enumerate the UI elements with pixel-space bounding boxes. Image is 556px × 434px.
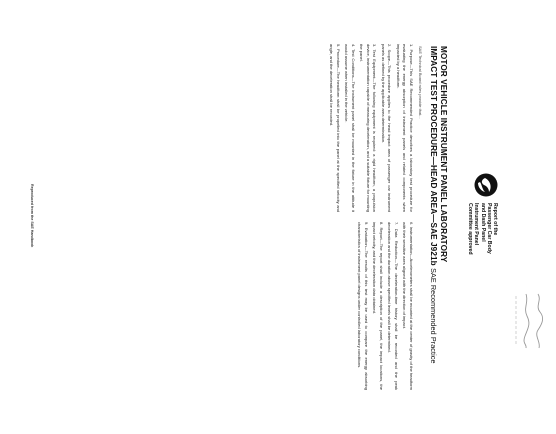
title-line-1: MOTOR VEHICLE INSTRUMENT PANEL LABORATORY <box>439 46 448 263</box>
body-column-right <box>354 222 414 390</box>
paragraph: 4. Test Conditions—The instrument panel shall be mounted in the fixture in the attitude it would assume when installed in the vehicle. <box>344 44 356 212</box>
org-line: and Dash Panel <box>479 203 486 242</box>
paragraph: 2. Scope—This procedure applies to the head impact area of passenger car instrument panels as defined by the applicable area determination. <box>380 44 393 212</box>
sae-logo-icon <box>474 173 498 197</box>
org-line: Instrument Panel <box>473 203 480 246</box>
paragraph: 1. Purpose—This SAE Recommended Practice describes a laboratory test procedure for evaluating the energy absorption of instrument panels and related components when impacted by a headform. <box>395 44 414 212</box>
org-line: Report of the <box>492 203 498 236</box>
paragraph: 7. Data Reduction—The deceleration-time history shall be recorded and the peak deceleration and the duration above specified levels shall be determined. <box>387 222 399 390</box>
paragraph: 6. Instrumentation—Accelerometers shall be mounted at the center of gravity of the headform with their sensitive axes aligned with the direction of impact. <box>402 222 414 390</box>
document-title <box>429 46 448 406</box>
org-block <box>467 203 498 255</box>
org-line: Passenger Car Body <box>485 203 492 254</box>
title-line-2 <box>429 46 439 406</box>
paragraph: 8. Report—The report shall include a description of the panel, the impact locations, the impact velocity, and the deceleration data obtained. <box>372 222 384 390</box>
body-column-left <box>325 44 414 212</box>
paragraph: 9. Evaluation—The results of this test may be used to compare the energy absorbing characteristics of instrument panel designs under controlled laboratory conditions. <box>357 222 369 390</box>
handwritten-stamp <box>512 292 546 350</box>
footer-note: Reproduced from the SAE Handbook <box>30 184 34 248</box>
paragraph: 3. Test Equipment—The following equipment is required: a rigid headform, a propulsion device, instrumentation capable of measuring deceleration, and a suitable fixture for mounting the panel. <box>359 44 378 212</box>
title-suffix: SAE Recommended Practice <box>429 268 439 364</box>
paragraph: 5. Procedure—The headform shall be propelled into the panel at the specified velocity and angle, and the deceleration shall be recorded. <box>328 44 341 212</box>
org-line: Committee approved <box>467 203 474 255</box>
title-line-2-main: IMPACT TEST PROCEDURE—HEAD AREA—SAE J921b <box>429 46 439 266</box>
rule-note: SAE Technical Board rules provide that... <box>418 46 423 119</box>
